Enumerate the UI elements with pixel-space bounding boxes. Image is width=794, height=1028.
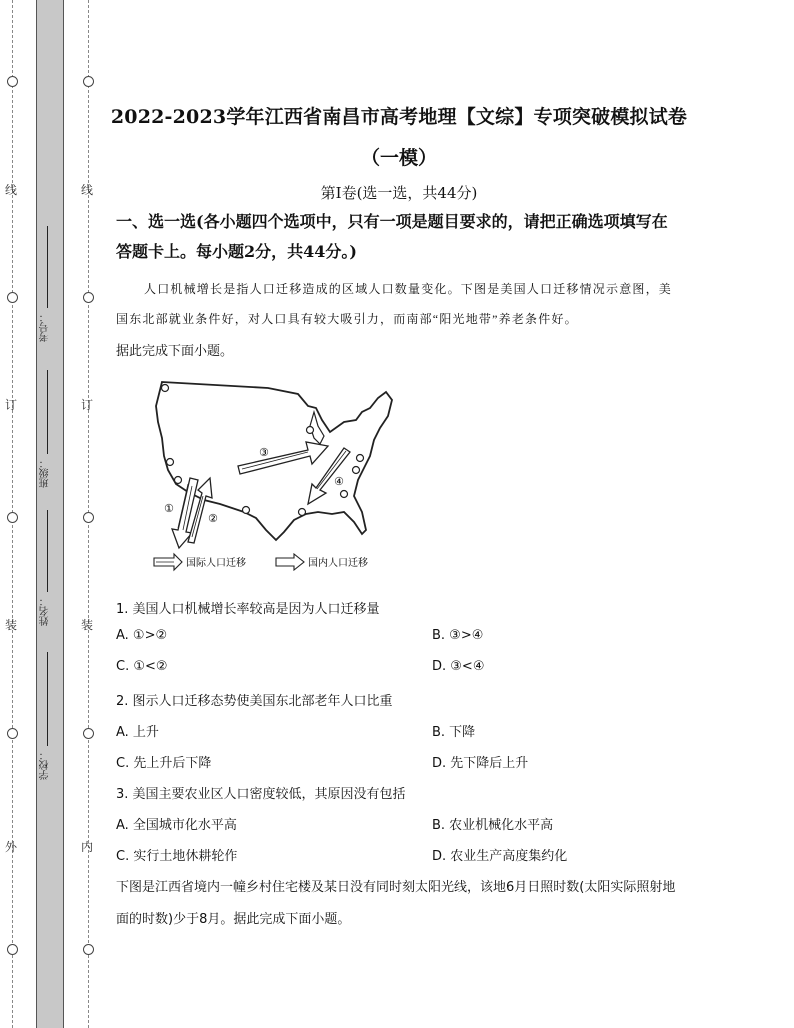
binding-hole xyxy=(7,292,18,303)
question-1-option-a[interactable]: A. ①>② xyxy=(116,628,168,643)
arrow-3 xyxy=(238,442,328,474)
question-2-stem: 2. 图示人口迁移态势使美国东北部老年人口比重 xyxy=(116,694,393,709)
margin-char-wai: 外 xyxy=(5,840,18,854)
arrow-label-3: ③ xyxy=(259,446,269,459)
question-1-option-c[interactable]: C. ①<② xyxy=(116,659,168,674)
class-label: 班级： xyxy=(40,458,51,488)
binding-hole xyxy=(83,944,94,955)
margin-char-zhuang: 装 xyxy=(81,618,94,632)
question-3-option-a[interactable]: A. 全国城市化水平高 xyxy=(116,818,237,833)
legend-domestic-label: 国内人口迁移 xyxy=(308,558,368,569)
arrow-label-2: ② xyxy=(208,512,218,525)
question-2-option-b[interactable]: B. 下降 xyxy=(432,725,476,740)
binding-hole xyxy=(7,76,18,87)
passage-lead: 据此完成下面小题。 xyxy=(116,344,234,359)
margin-char-ding: 订 xyxy=(5,398,18,412)
class-blank[interactable] xyxy=(47,370,48,454)
exam-subtitle: （一模） xyxy=(360,147,437,169)
name-label: 姓名： xyxy=(40,596,51,626)
question-3-stem: 3. 美国主要农业区人口密度较低，其原因没有包括 xyxy=(116,787,406,802)
binding-hole xyxy=(7,728,18,739)
question-2-option-d[interactable]: D. 先下降后上升 xyxy=(432,756,529,771)
binding-hole xyxy=(7,512,18,523)
exam-number-blank[interactable] xyxy=(47,226,48,308)
binding-strip xyxy=(36,0,64,1028)
question-1-option-b[interactable]: B. ③>④ xyxy=(432,628,484,643)
exam-number-label: 考号： xyxy=(40,312,51,342)
legend-domestic-arrow xyxy=(276,554,304,570)
margin-char-xian: 线 xyxy=(5,183,18,197)
binding-hole xyxy=(83,728,94,739)
us-migration-map xyxy=(148,372,408,572)
arrow-label-4: ④ xyxy=(334,475,344,488)
passage-text: 人口机械增长是指人口迁移造成的区域人口数量变化。下图是美国人口迁移情况示意图，美国东北部就业条件好，对人口具有较大吸引力，而南部“阳光地带”养老条件好。 xyxy=(116,282,673,326)
arrow-label-1: ① xyxy=(164,502,174,515)
name-blank[interactable] xyxy=(47,510,48,592)
question-3-option-d[interactable]: D. 农业生产高度集约化 xyxy=(432,849,568,864)
binding-hole xyxy=(83,292,94,303)
question-1-option-d[interactable]: D. ③<④ xyxy=(432,659,485,674)
margin-char-ding: 订 xyxy=(81,398,94,412)
question-2-option-a[interactable]: A. 上升 xyxy=(116,725,159,740)
section-heading: 第I卷(选一选，共44分) xyxy=(320,184,478,202)
school-label: 学校： xyxy=(40,750,51,780)
question-2-option-c[interactable]: C. 先上升后下降 xyxy=(116,756,212,771)
exam-title: 2022-2023学年江西省南昌市高考地理【文综】专项突破模拟试卷 xyxy=(110,106,688,128)
margin-char-nei: 内 xyxy=(81,840,94,854)
margin-char-zhuang: 装 xyxy=(5,618,18,632)
question-1-stem: 1. 美国人口机械增长率较高是因为人口迁移量 xyxy=(116,602,380,617)
binding-hole xyxy=(83,512,94,523)
instructions: 一、选一选(各小题四个选项中，只有一项是题目要求的，请把正确选项填写在答题卡上。每小题2分，共44分。) xyxy=(116,212,668,261)
legend-international-label: 国际人口迁移 xyxy=(186,558,246,569)
binding-hole xyxy=(7,944,18,955)
next-passage: 下图是江西省境内一幢乡村住宅楼及某日没有同时刻太阳光线，该地6月日照时数(太阳实际照射地面的时数)少于8月。据此完成下面小题。 xyxy=(116,880,676,927)
margin-char-xian: 线 xyxy=(81,183,94,197)
school-blank[interactable] xyxy=(47,652,48,746)
reading-passage xyxy=(116,274,682,334)
question-3-option-c[interactable]: C. 实行土地休耕轮作 xyxy=(116,849,238,864)
binding-hole xyxy=(83,76,94,87)
question-3-option-b[interactable]: B. 农业机械化水平高 xyxy=(432,818,554,833)
